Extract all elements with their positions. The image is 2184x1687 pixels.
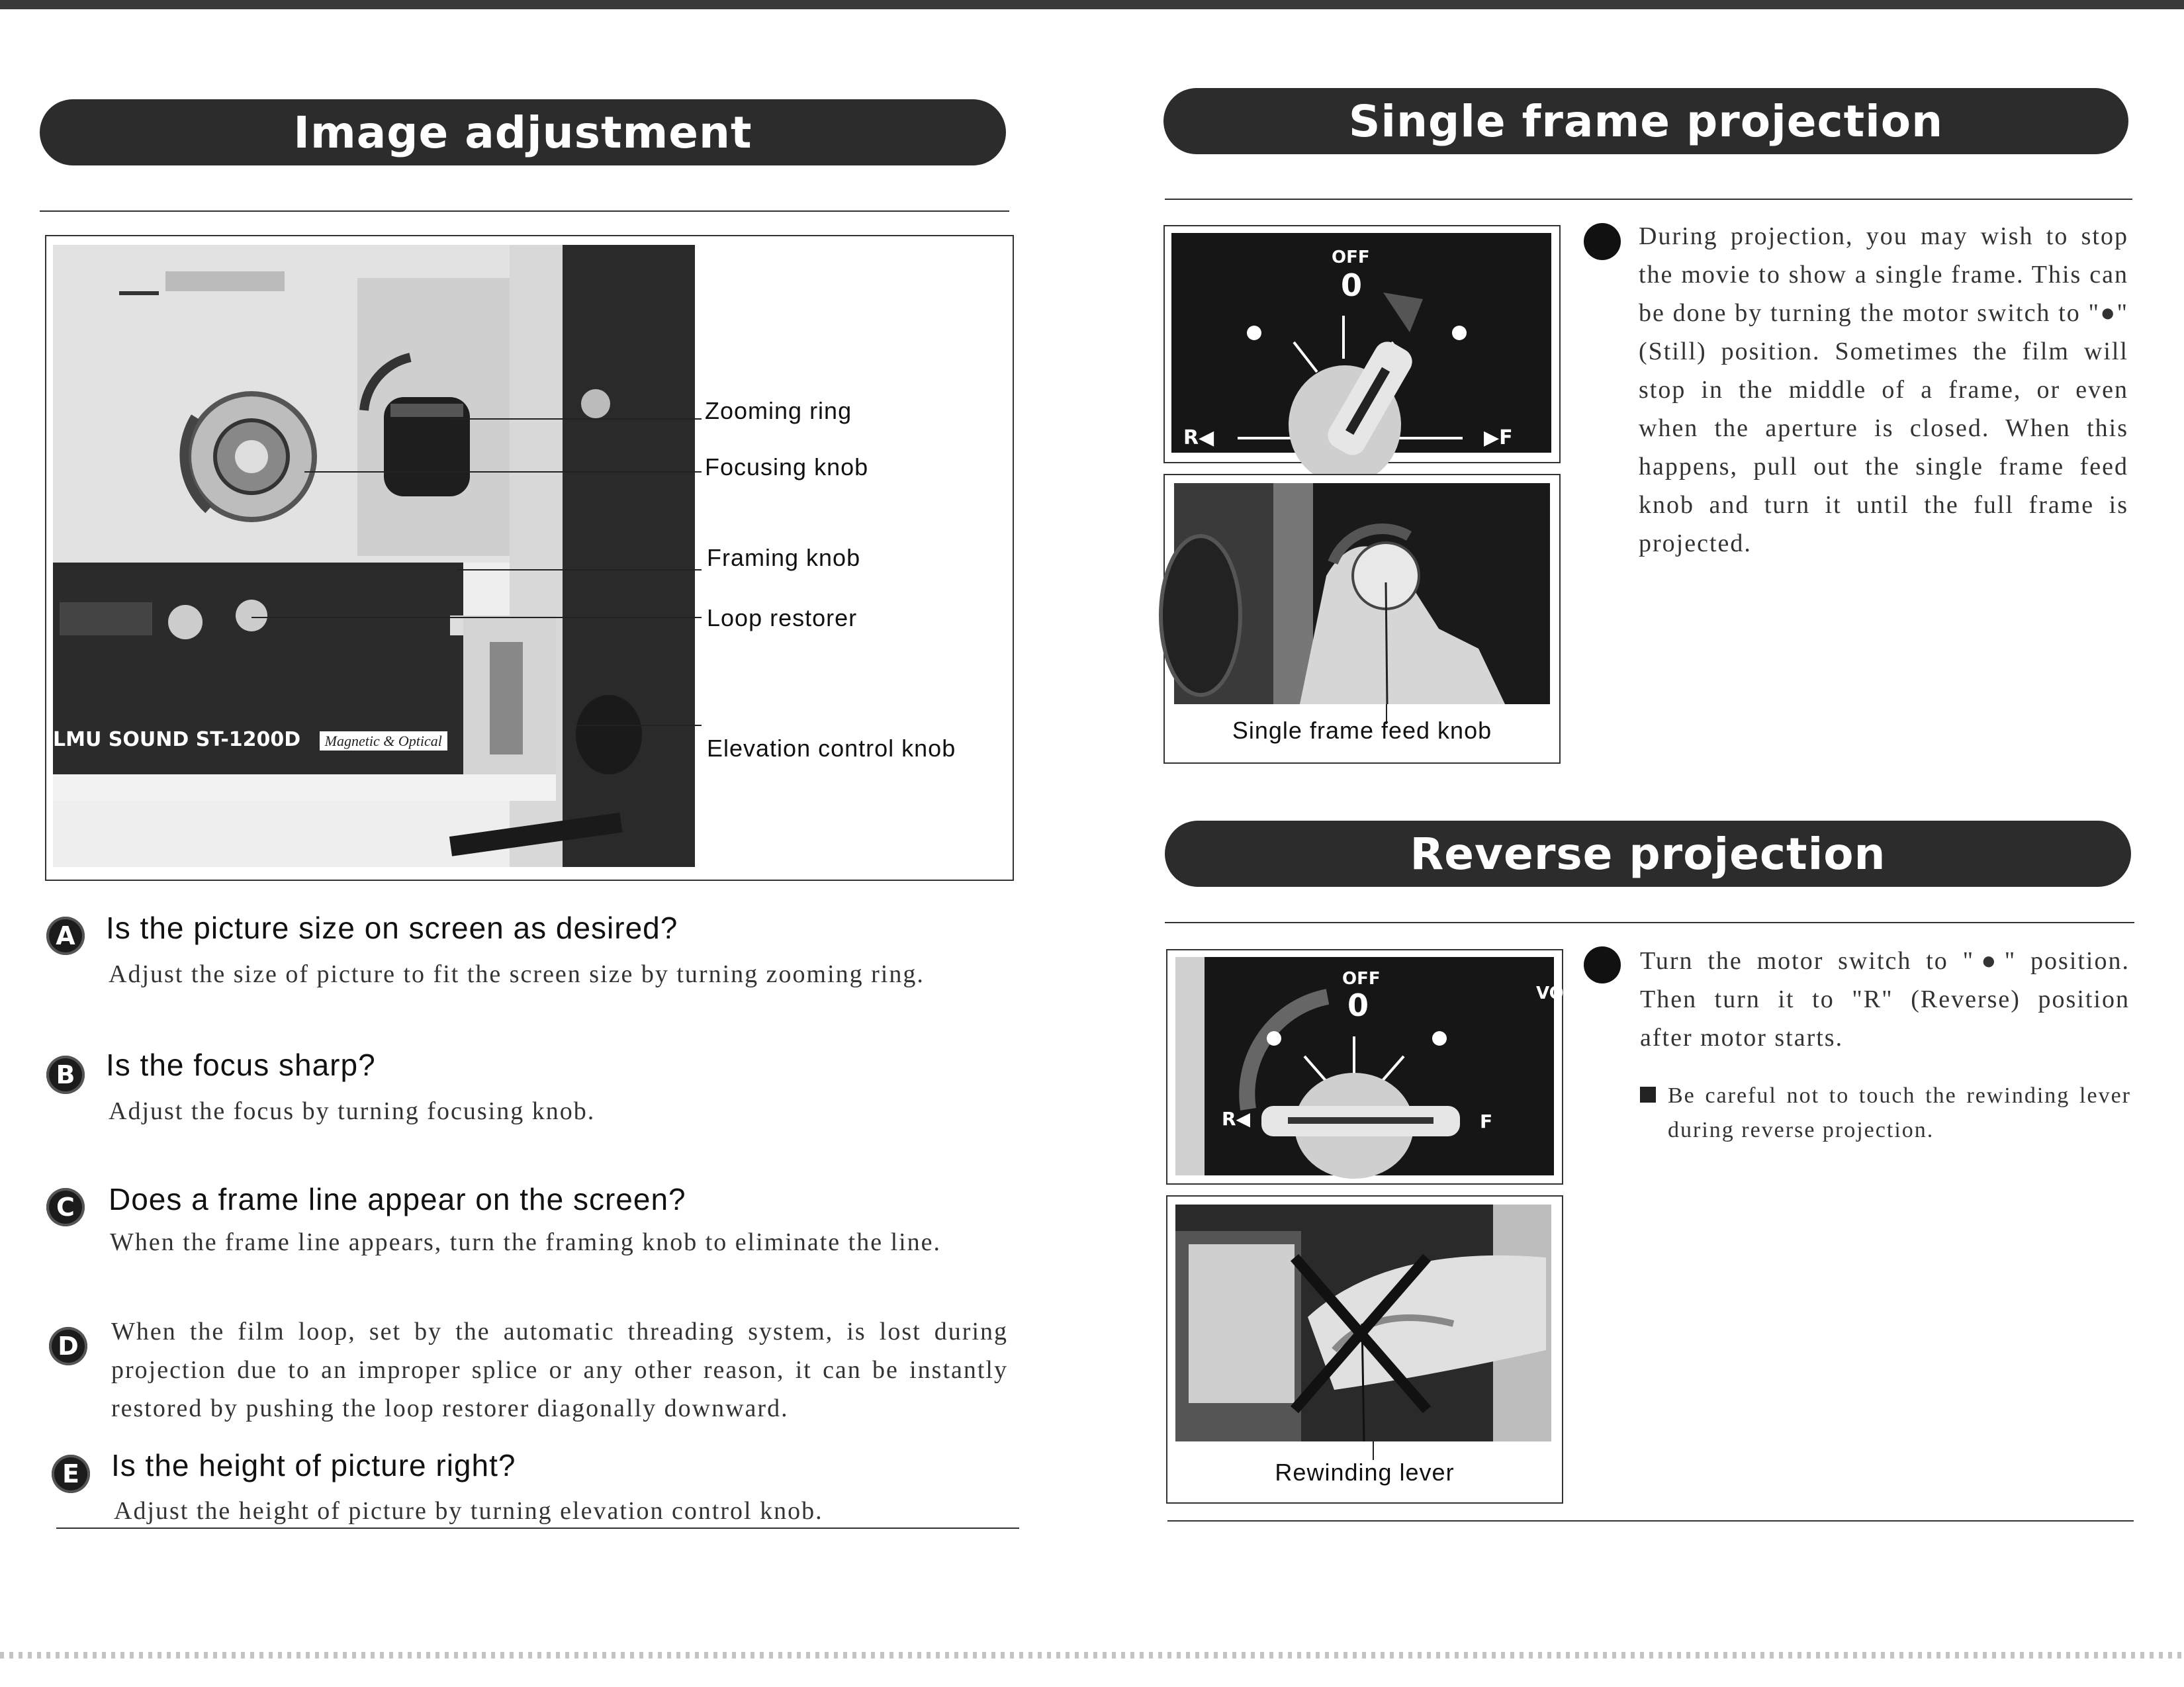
- projector-illustration: [53, 245, 695, 867]
- dial-r-label: R◀: [1183, 426, 1214, 449]
- reverse-dial-f-label: F: [1480, 1111, 1493, 1132]
- heading-text: Single frame projection: [1348, 95, 1944, 147]
- badge-d: D: [49, 1327, 87, 1365]
- left-heading-rule: [40, 210, 1009, 212]
- heading-text: Image adjustment: [293, 107, 752, 158]
- single-frame-bullet: [1584, 223, 1621, 260]
- dial-f-label: ▶F: [1484, 426, 1513, 449]
- answer-e: Adjust the height of picture by turning elevation control knob.: [114, 1497, 823, 1525]
- right-bottom-rule: [1167, 1520, 2134, 1522]
- callout-loop-restorer: Loop restorer: [707, 604, 858, 631]
- answer-a: Adjust the size of picture to fit the screen size by turning zooming ring.: [109, 960, 925, 988]
- scan-top-edge: [0, 0, 2184, 9]
- badge-a: A: [46, 917, 85, 955]
- projector-photo: [53, 245, 695, 867]
- badge-b: B: [46, 1056, 85, 1094]
- question-a: Is the picture size on screen as desired?: [106, 911, 678, 945]
- single-frame-feed-knob-photo: [1174, 483, 1550, 704]
- left-bottom-rule: [56, 1527, 1019, 1529]
- reverse-dial-r-label: R◀: [1222, 1108, 1251, 1130]
- zooming-ring-leader: [450, 418, 702, 420]
- single-frame-text: During projection, you may wish to stop the movie to show a single frame. This can be done by turning the motor switch to "●" (Still) position. Sometimes the film will stop in the middle of a frame, or even when the aperture is closed. When this happens, pull out the single frame feed knob and turn it until the full frame is projected.: [1639, 222, 2128, 557]
- reverse-dial-dot-left: [1267, 1031, 1281, 1046]
- reverse-note-text: Be careful not to touch the rewinding lever during reverse projection.: [1668, 1083, 2131, 1142]
- reverse-text: Turn the motor switch to "●" position. Then turn it to "R" (Reverse) position after motor starts.: [1640, 947, 2130, 1052]
- model-text: LMU SOUND ST-1200D: [53, 728, 301, 751]
- single-frame-feed-knob-caption: Single frame feed knob: [1232, 717, 1492, 744]
- question-b: Is the focus sharp?: [106, 1048, 376, 1082]
- model-script: Magnetic & Optical: [320, 731, 447, 751]
- rewinding-lever-pointer: [1373, 1441, 1374, 1460]
- elevation-knob-leader: [576, 725, 702, 726]
- rewinding-lever-warning: [1175, 1205, 1551, 1441]
- callout-elevation-control-knob: Elevation control knob: [707, 735, 956, 762]
- answer-d: When the film loop, set by the automatic threading system, is lost during projection due to an improper splice or any other reason, it can be instantly restored by pushing the loop restorer diagonally downward.: [111, 1318, 1008, 1422]
- rewinding-lever-caption: Rewinding lever: [1275, 1459, 1455, 1486]
- loop-restorer-leader: [251, 617, 702, 618]
- scan-bottom-edge: [0, 1652, 2184, 1659]
- rewinding-lever-photo: [1175, 1205, 1551, 1441]
- reverse-bullet: [1584, 946, 1621, 983]
- reverse-dial-dot-right: [1432, 1031, 1447, 1046]
- callout-framing-knob: Framing knob: [707, 544, 861, 571]
- question-e: Is the height of picture right?: [111, 1448, 516, 1482]
- heading-text: Reverse projection: [1410, 828, 1886, 880]
- reverse-projection-heading: [1165, 821, 2131, 887]
- reverse-rule: [1165, 922, 2134, 923]
- answer-b: Adjust the focus by turning focusing knob.: [109, 1097, 596, 1125]
- projector-model-label: [53, 728, 447, 751]
- motor-switch-reverse-photo: [1175, 957, 1564, 1175]
- reverse-dial-zero-label: 0: [1347, 987, 1369, 1023]
- hand-turning-knob: [1174, 483, 1550, 704]
- reverse-dial-vol-label: VO: [1536, 983, 1564, 1003]
- dial-zero-label: 0: [1341, 267, 1363, 303]
- reverse-dial-off-label: OFF: [1342, 969, 1381, 989]
- badge-e: E: [52, 1455, 90, 1493]
- dial-still-dot-left: [1247, 326, 1261, 340]
- single-frame-heading: [1163, 88, 2128, 154]
- single-frame-rule: [1165, 199, 2132, 200]
- framing-knob-leader: [457, 569, 702, 570]
- dial-off-label: OFF: [1332, 248, 1370, 267]
- callout-zooming-ring: Zooming ring: [705, 397, 852, 424]
- dial-still-dot-right: [1452, 326, 1467, 340]
- badge-c: C: [46, 1188, 85, 1226]
- image-adjustment-heading: [40, 99, 1006, 165]
- answer-c: When the frame line appears, turn the framing knob to eliminate the line.: [110, 1228, 942, 1256]
- question-c: Does a frame line appear on the screen?: [109, 1182, 686, 1216]
- motor-switch-still-photo: [1171, 233, 1551, 453]
- focusing-knob-leader: [304, 471, 702, 473]
- callout-focusing-knob: Focusing knob: [705, 453, 869, 480]
- note-square-icon: [1640, 1087, 1656, 1103]
